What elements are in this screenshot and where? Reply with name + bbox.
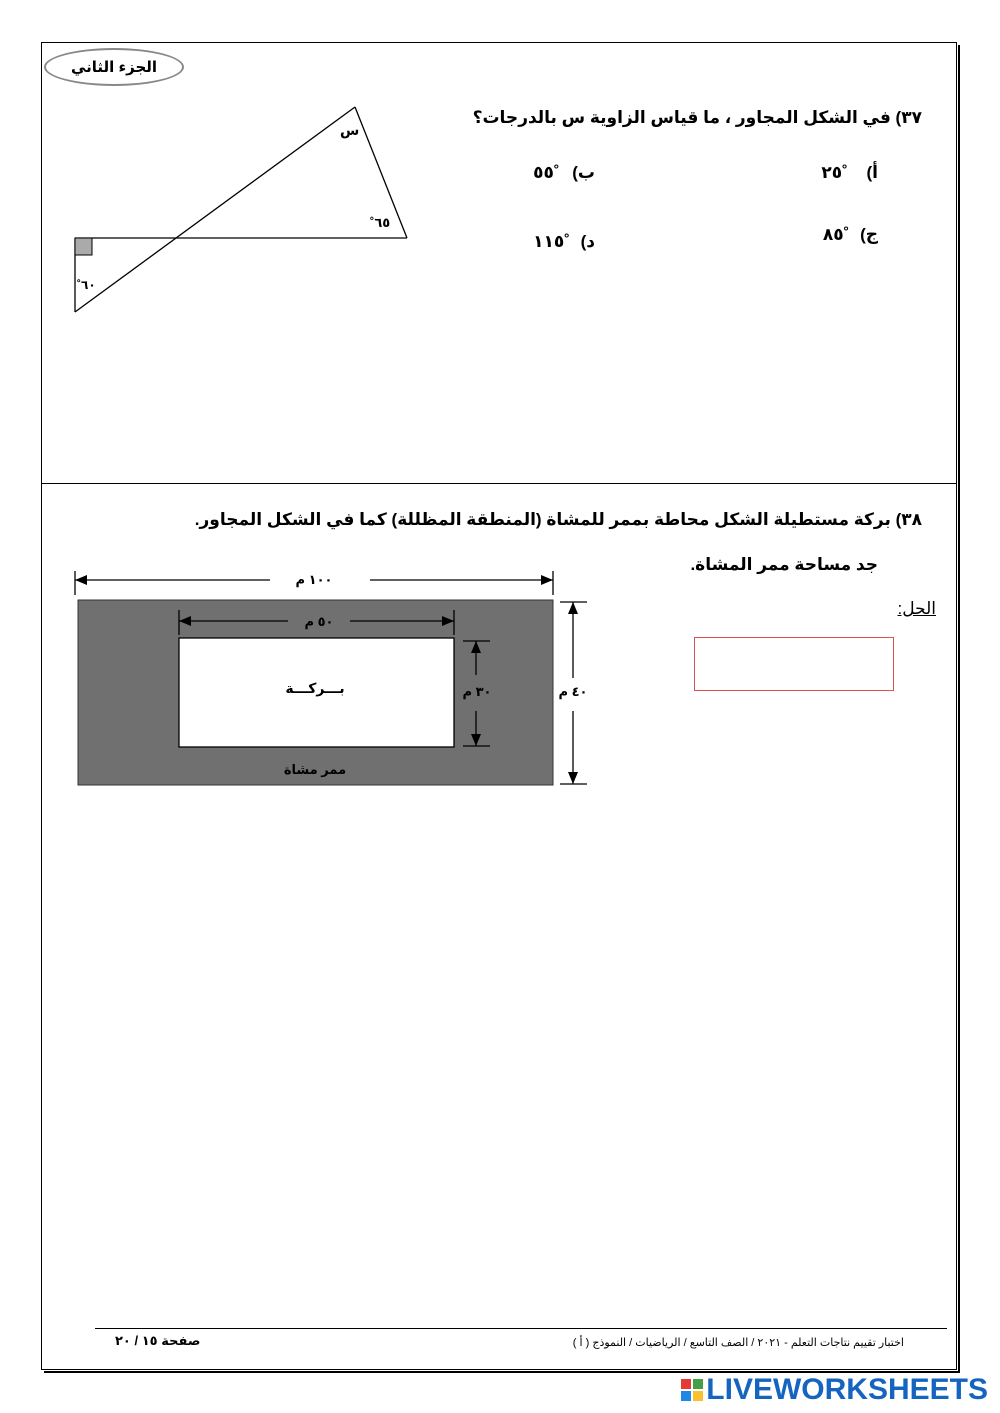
q37-option-d[interactable]: [533, 232, 595, 252]
q37-option-a-value: ˚٢٥: [821, 163, 848, 182]
section-divider: [41, 483, 957, 484]
footer-divider: [95, 1328, 947, 1329]
pool-label: بـــركـــة: [285, 680, 345, 696]
q37-option-c-label: ج): [860, 225, 878, 244]
answer-input-box[interactable]: [694, 637, 894, 691]
q37-option-b[interactable]: [533, 163, 595, 183]
logo-square-red: [681, 1379, 691, 1389]
angle-x-label: س: [340, 122, 360, 138]
q37-option-a-label: أ): [866, 163, 878, 182]
outer-width-arrow-top: [568, 602, 578, 614]
inner-width-label: ٣٠ م: [462, 684, 492, 699]
angle-60-label: ˚٦٠: [77, 278, 96, 292]
brand-name: LIVEWORKSHEETS: [706, 1373, 988, 1406]
outer-length-arrow-left: [75, 575, 87, 585]
outer-length-arrow-right: [541, 575, 553, 585]
q37-option-c[interactable]: [823, 225, 878, 245]
logo-square-green: [693, 1379, 703, 1389]
q37-option-d-value: ˚١١٥: [533, 232, 570, 251]
outer-width-label: ٤٠ م: [558, 684, 588, 699]
question-37-text: ٣٧) في الشكل المجاور ، ما قياس الزاوية س بالدرجات؟: [472, 108, 922, 127]
angle-65-label: ˚٦٥: [370, 215, 391, 230]
walkway-label: ممر مشاة: [283, 762, 347, 777]
outer-length-label: ١٠٠ م: [295, 572, 333, 587]
inner-length-label: ٥٠ م: [304, 614, 334, 629]
right-angle-marker: [75, 238, 92, 255]
brand-logo-icon: [681, 1379, 703, 1401]
section-title: الجزء الثاني: [44, 48, 184, 86]
question-38-text: ٣٨) بركة مستطيلة الشكل محاطة بممر للمشاة (المنطقة المظللة) كما في الشكل المجاور.: [194, 510, 922, 529]
q37-option-c-value: ˚٨٥: [822, 225, 850, 244]
liveworksheets-brand[interactable]: [681, 1373, 988, 1407]
page-number: صفحة ١٥ / ٢٠: [115, 1333, 201, 1348]
q37-option-b-value: ˚٥٥: [533, 163, 560, 182]
q37-option-a[interactable]: [821, 163, 878, 183]
q37-option-d-label: د): [580, 232, 595, 251]
q37-option-b-label: ب): [572, 163, 595, 182]
question-38-instruction: جد مساحة ممر المشاة.: [690, 555, 878, 574]
solution-label: الحل:: [897, 599, 936, 618]
triangle-figure: [60, 95, 420, 325]
logo-square-yellow: [693, 1391, 703, 1401]
triangle-transversal-line: [75, 107, 355, 312]
outer-width-arrow-bottom: [568, 772, 578, 784]
exam-info: اختبار تقييم نتاجات التعلم - ٢٠٢١ / الصف التاسع / الرياضيات / النموذج ( أ ): [572, 1337, 904, 1349]
logo-square-blue: [681, 1391, 691, 1401]
